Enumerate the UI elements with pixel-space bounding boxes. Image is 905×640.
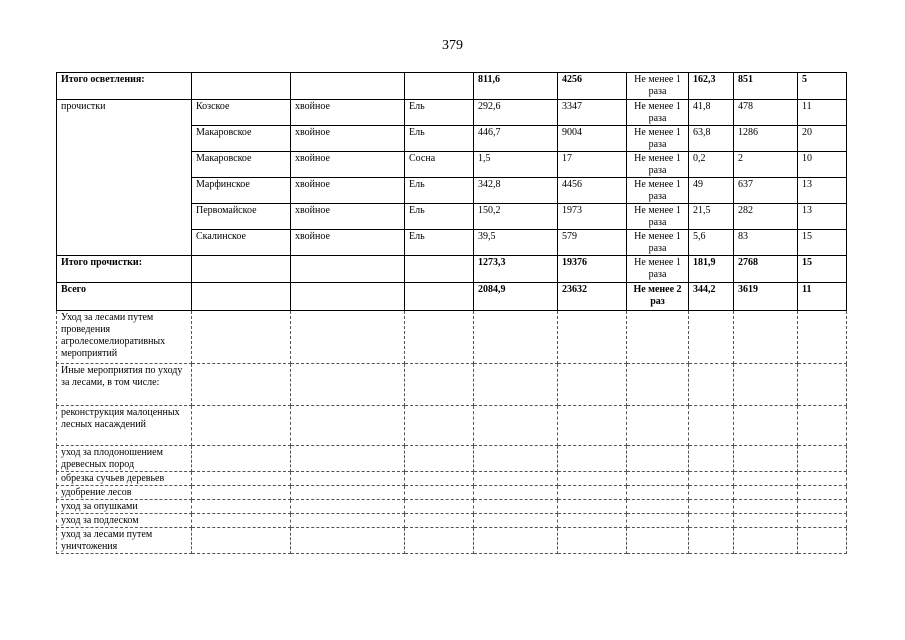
forest-care-table bbox=[56, 72, 847, 554]
area-cell: 2084,9 bbox=[474, 283, 558, 311]
empty-cell bbox=[689, 486, 734, 500]
empty-cell bbox=[291, 364, 405, 406]
group-cell: хвойное bbox=[291, 204, 405, 230]
years-cell: 5 bbox=[798, 73, 847, 100]
empty-cell bbox=[734, 500, 798, 514]
empty-cell bbox=[291, 311, 405, 364]
area-cell: 39,5 bbox=[474, 230, 558, 256]
empty-cell bbox=[405, 528, 474, 554]
empty-cell bbox=[734, 528, 798, 554]
annual-area-cell: 5,6 bbox=[689, 230, 734, 256]
empty-cell bbox=[627, 446, 689, 472]
empty-cell bbox=[558, 514, 627, 528]
row-label: Итого осветления: bbox=[57, 73, 192, 100]
table-row bbox=[57, 364, 847, 406]
species-cell: Сосна bbox=[405, 152, 474, 178]
empty-cell bbox=[627, 406, 689, 446]
empty-cell bbox=[558, 446, 627, 472]
empty-cell bbox=[689, 364, 734, 406]
empty-cell bbox=[192, 528, 291, 554]
empty-cell bbox=[291, 446, 405, 472]
table-row-total-prochistki bbox=[57, 256, 847, 283]
frequency-cell: Не менее 1 раза bbox=[627, 73, 689, 100]
empty-cell bbox=[558, 528, 627, 554]
empty-cell bbox=[405, 406, 474, 446]
empty-cell bbox=[734, 446, 798, 472]
empty-cell bbox=[192, 406, 291, 446]
empty-cell bbox=[192, 514, 291, 528]
volume-cell: 579 bbox=[558, 230, 627, 256]
years-cell: 15 bbox=[798, 256, 847, 283]
empty-cell bbox=[734, 486, 798, 500]
annual-volume-cell: 1286 bbox=[734, 126, 798, 152]
empty-cell bbox=[558, 486, 627, 500]
annual-volume-cell: 3619 bbox=[734, 283, 798, 311]
empty-cell bbox=[192, 311, 291, 364]
years-cell: 11 bbox=[798, 283, 847, 311]
empty-cell bbox=[474, 446, 558, 472]
frequency-cell: Не менее 1 раза bbox=[627, 126, 689, 152]
empty-cell bbox=[734, 364, 798, 406]
empty-cell bbox=[405, 514, 474, 528]
volume-cell: 23632 bbox=[558, 283, 627, 311]
empty-cell bbox=[798, 311, 847, 364]
empty-cell bbox=[689, 406, 734, 446]
forestry-cell: Козское bbox=[192, 100, 291, 126]
annual-area-cell: 162,3 bbox=[689, 73, 734, 100]
empty-cell bbox=[405, 364, 474, 406]
table-row bbox=[57, 406, 847, 446]
empty-cell bbox=[474, 528, 558, 554]
empty-cell bbox=[558, 406, 627, 446]
frequency-cell: Не менее 1 раза bbox=[627, 178, 689, 204]
empty-cell bbox=[558, 500, 627, 514]
table-row-grand-total bbox=[57, 283, 847, 311]
years-cell: 15 bbox=[798, 230, 847, 256]
empty-cell bbox=[798, 514, 847, 528]
annual-area-cell: 21,5 bbox=[689, 204, 734, 230]
species-cell: Ель bbox=[405, 230, 474, 256]
empty-cell bbox=[474, 500, 558, 514]
table-row bbox=[57, 500, 847, 514]
frequency-cell: Не менее 1 раза bbox=[627, 100, 689, 126]
measure-label: прочистки bbox=[57, 100, 192, 256]
annual-area-cell: 49 bbox=[689, 178, 734, 204]
annual-volume-cell: 637 bbox=[734, 178, 798, 204]
frequency-cell: Не менее 1 раза bbox=[627, 256, 689, 283]
species-cell: Ель bbox=[405, 100, 474, 126]
page-number: 379 bbox=[442, 38, 463, 53]
empty-cell bbox=[558, 311, 627, 364]
forestry-cell: Скалинское bbox=[192, 230, 291, 256]
row-label: Всего bbox=[57, 283, 192, 311]
area-cell: 446,7 bbox=[474, 126, 558, 152]
table-row bbox=[57, 100, 847, 126]
table-row bbox=[57, 514, 847, 528]
volume-cell: 9004 bbox=[558, 126, 627, 152]
empty-cell bbox=[405, 500, 474, 514]
measure-label: обрезка сучьев деревьев bbox=[57, 472, 192, 486]
frequency-cell: Не менее 1 раза bbox=[627, 204, 689, 230]
empty-cell bbox=[192, 446, 291, 472]
years-cell: 10 bbox=[798, 152, 847, 178]
empty-cell bbox=[689, 528, 734, 554]
volume-cell: 17 bbox=[558, 152, 627, 178]
frequency-cell: Не менее 1 раза bbox=[627, 152, 689, 178]
empty-cell bbox=[627, 500, 689, 514]
empty-cell bbox=[689, 514, 734, 528]
empty-cell bbox=[474, 472, 558, 486]
area-cell: 150,2 bbox=[474, 204, 558, 230]
volume-cell: 19376 bbox=[558, 256, 627, 283]
empty-cell bbox=[405, 486, 474, 500]
table-row bbox=[57, 486, 847, 500]
volume-cell: 4456 bbox=[558, 178, 627, 204]
empty-cell bbox=[291, 500, 405, 514]
table-row bbox=[57, 446, 847, 472]
empty-cell bbox=[734, 472, 798, 486]
annual-area-cell: 0,2 bbox=[689, 152, 734, 178]
empty-cell bbox=[474, 486, 558, 500]
empty-cell bbox=[689, 446, 734, 472]
empty-cell bbox=[798, 446, 847, 472]
empty-cell bbox=[474, 514, 558, 528]
empty-cell bbox=[798, 486, 847, 500]
empty-cell bbox=[734, 406, 798, 446]
empty-cell bbox=[474, 311, 558, 364]
empty-cell bbox=[405, 311, 474, 364]
empty-cell bbox=[192, 486, 291, 500]
measure-label: удобрение лесов bbox=[57, 486, 192, 500]
frequency-cell: Не менее 1 раза bbox=[627, 230, 689, 256]
species-cell: Ель bbox=[405, 126, 474, 152]
annual-volume-cell: 2768 bbox=[734, 256, 798, 283]
years-cell: 13 bbox=[798, 178, 847, 204]
forestry-cell: Марфинское bbox=[192, 178, 291, 204]
forestry-cell: Макаровское bbox=[192, 126, 291, 152]
empty-cell bbox=[627, 472, 689, 486]
frequency-cell: Не менее 2 раз bbox=[627, 283, 689, 311]
annual-area-cell: 63,8 bbox=[689, 126, 734, 152]
annual-area-cell: 344,2 bbox=[689, 283, 734, 311]
annual-volume-cell: 478 bbox=[734, 100, 798, 126]
empty-cell bbox=[192, 364, 291, 406]
empty-cell bbox=[291, 486, 405, 500]
annual-volume-cell: 2 bbox=[734, 152, 798, 178]
empty-cell bbox=[558, 472, 627, 486]
empty-cell bbox=[627, 514, 689, 528]
empty-cell bbox=[192, 500, 291, 514]
species-cell: Ель bbox=[405, 204, 474, 230]
group-cell: хвойное bbox=[291, 100, 405, 126]
years-cell: 20 bbox=[798, 126, 847, 152]
empty-cell bbox=[798, 364, 847, 406]
empty-cell bbox=[689, 472, 734, 486]
measure-label: уход за лесами путем уничтожения bbox=[57, 528, 192, 554]
empty-cell bbox=[405, 472, 474, 486]
empty-cell bbox=[474, 364, 558, 406]
group-cell: хвойное bbox=[291, 230, 405, 256]
species-cell: Ель bbox=[405, 178, 474, 204]
empty-cell bbox=[734, 514, 798, 528]
measure-label: реконструкция малоценных лесных насаждений bbox=[57, 406, 192, 446]
empty-cell bbox=[734, 311, 798, 364]
forestry-cell: Первомайское bbox=[192, 204, 291, 230]
measure-label: уход за подлеском bbox=[57, 514, 192, 528]
area-cell: 1,5 bbox=[474, 152, 558, 178]
empty-cell bbox=[291, 528, 405, 554]
empty-cell bbox=[627, 528, 689, 554]
area-cell: 342,8 bbox=[474, 178, 558, 204]
group-cell: хвойное bbox=[291, 152, 405, 178]
empty-cell bbox=[627, 364, 689, 406]
annual-volume-cell: 851 bbox=[734, 73, 798, 100]
volume-cell: 1973 bbox=[558, 204, 627, 230]
table-row bbox=[57, 528, 847, 554]
measure-label: Иные мероприятия по уходу за лесами, в том числе: bbox=[57, 364, 192, 406]
empty-cell bbox=[798, 472, 847, 486]
group-cell: хвойное bbox=[291, 126, 405, 152]
area-cell: 292,6 bbox=[474, 100, 558, 126]
volume-cell: 4256 bbox=[558, 73, 627, 100]
annual-area-cell: 181,9 bbox=[689, 256, 734, 283]
annual-area-cell: 41,8 bbox=[689, 100, 734, 126]
annual-volume-cell: 282 bbox=[734, 204, 798, 230]
years-cell: 13 bbox=[798, 204, 847, 230]
empty-cell bbox=[558, 364, 627, 406]
empty-cell bbox=[474, 406, 558, 446]
volume-cell: 3347 bbox=[558, 100, 627, 126]
empty-cell bbox=[689, 311, 734, 364]
empty-cell bbox=[291, 472, 405, 486]
empty-cell bbox=[627, 486, 689, 500]
empty-cell bbox=[798, 500, 847, 514]
forestry-cell: Макаровское bbox=[192, 152, 291, 178]
area-cell: 811,6 bbox=[474, 73, 558, 100]
area-cell: 1273,3 bbox=[474, 256, 558, 283]
empty-cell bbox=[405, 446, 474, 472]
empty-cell bbox=[291, 406, 405, 446]
empty-cell bbox=[627, 311, 689, 364]
measure-label: уход за плодоношением древесных пород bbox=[57, 446, 192, 472]
empty-cell bbox=[798, 528, 847, 554]
row-label: Итого прочистки: bbox=[57, 256, 192, 283]
empty-cell bbox=[689, 500, 734, 514]
empty-cell bbox=[192, 472, 291, 486]
years-cell: 11 bbox=[798, 100, 847, 126]
table-row bbox=[57, 311, 847, 364]
table-row bbox=[57, 472, 847, 486]
group-cell: хвойное bbox=[291, 178, 405, 204]
table-row-total-osvetleniya bbox=[57, 73, 847, 100]
annual-volume-cell: 83 bbox=[734, 230, 798, 256]
measure-label: уход за опушками bbox=[57, 500, 192, 514]
empty-cell bbox=[291, 514, 405, 528]
measure-label: Уход за лесами путем проведения агролесомелиоративных мероприятий bbox=[57, 311, 192, 364]
empty-cell bbox=[798, 406, 847, 446]
